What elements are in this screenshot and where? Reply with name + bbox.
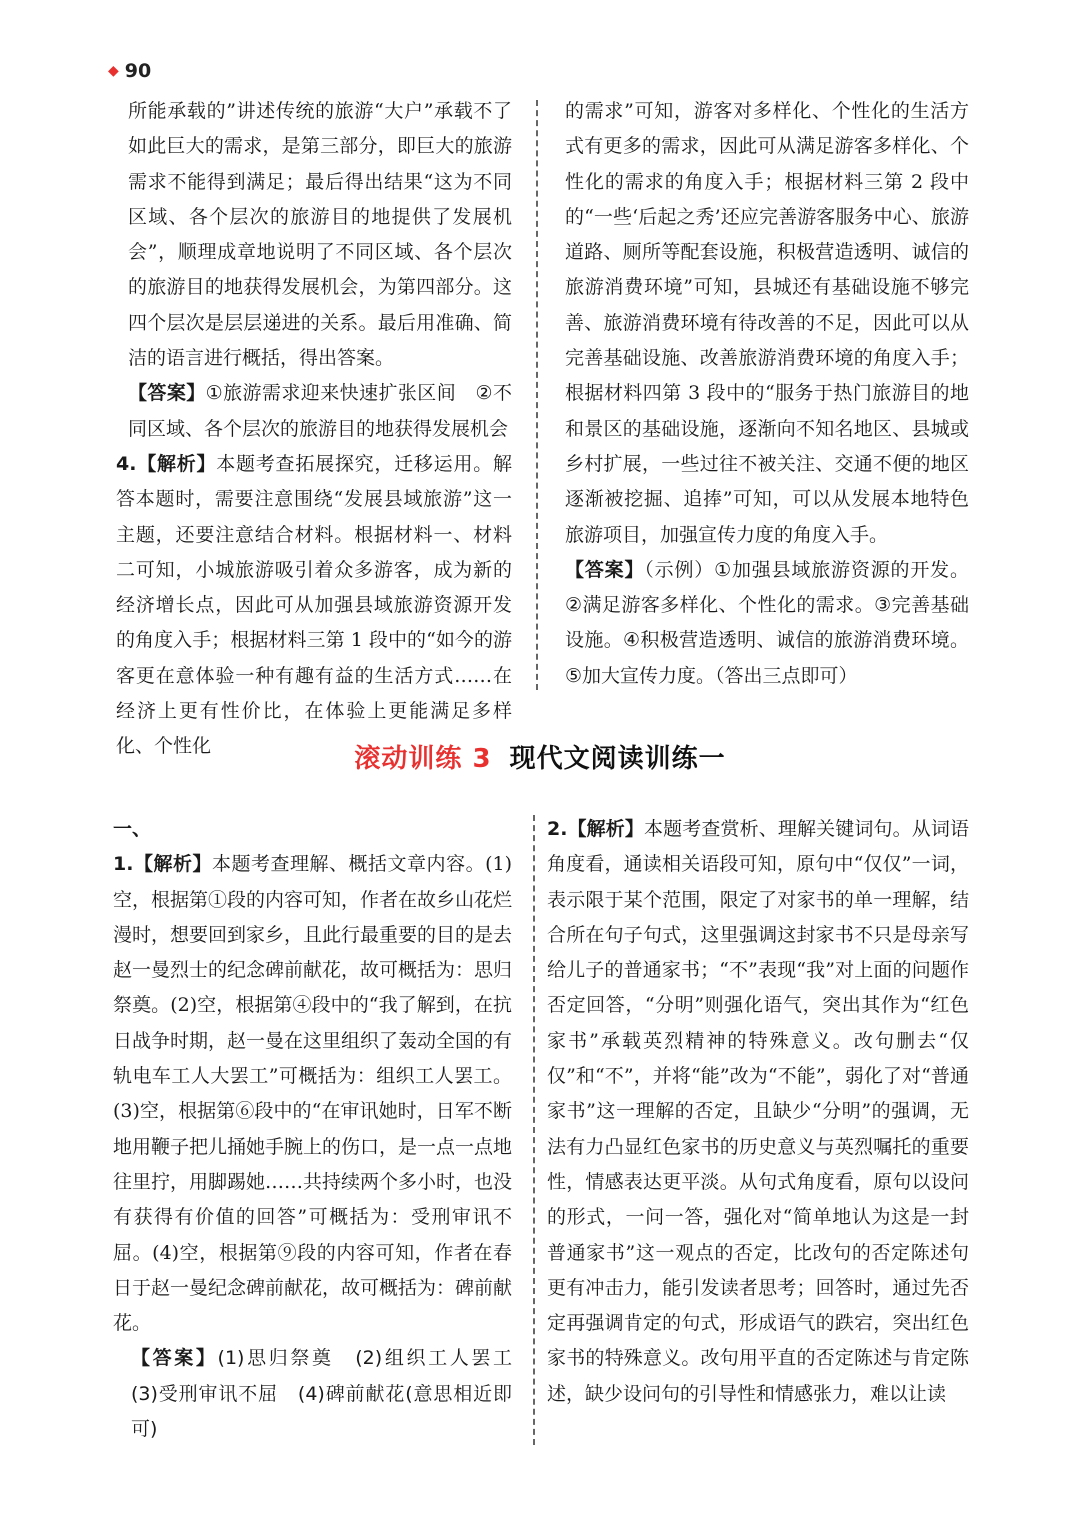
diamond-icon: ◆ [108,63,119,79]
answer-text: (1)思归祭奠 (2)组织工人罢工 (3)受刑审讯不屈 (4)碑前献花(意思相近即可) [131,1347,532,1441]
answer-label: 【答案】 [565,558,645,581]
paragraph: 所能承载的”讲述传统的旅游“大户”承载不了如此巨大的需求，是第三部分，即巨大的旅游需求不能得到满足；最后得出结果“这为不同区域、各个层次的旅游目的地提供了发展机会”，顺理成章地说明了不同区域、各个层次的旅游目的地获得发展机会，为第四部分。这四个层次是层层递进的关系。最后用准确、简洁的语言进行概括，得出答案。 [128,100,512,370]
answer-text: （示例）①加强县域旅游资源的开发。②满足游客多样化、个性化的需求。③完善基础设施。④积极营造透明、诚信的旅游消费环境。⑤加大宣传力度。（答出三点即可） [565,558,969,687]
bottom-right-column [547,812,969,1412]
question-4-paragraph [116,447,512,765]
answer-text: ①旅游需求迎来快速扩张区间 ②不同区域、各个层次的旅游目的地获得发展机会 [128,382,512,440]
question-1-text: 本题考查理解、概括文章内容。(1)空，根据第①段的内容可知，作者在故乡山花烂漫时，想要回到家乡，且此行最重要的目的是去赵一曼烈士的纪念碑前献花，故可概括为：思归祭奠。(2)空，根据第④段中的“我了解到，在抗日战争时期，赵一曼在这里组织了轰动全国的有轨电车工人大罢工”可概括为：组织工人罢工。(3)空，根据第⑥段中的“在审讯她时，日军不断地用鞭子把儿捅她手腕上的伤口，是一点一点地往里拧，用脚踢她……共持续两个多小时，也没有获得有价值的回答”可概括为：受刑审讯不屈。(4)空，根据第⑨段的内容可知，作者在春日于赵一曼纪念碑前献花，故可概括为：碑前献花。 [113,853,513,1335]
question-4-text: 本题考查拓展探究，迁移运用。解答本题时，需要注意围绕“发展县域旅游”这一主题，还要注意结合材料。根据材料一、材料二可知，小城旅游吸引着众多游客，成为新的经济增长点，因此可从加强县域旅游资源开发的角度入手；根据材料三第 1 段中的“如今的游客更在意体验一种有趣有益的生活方式……在经济上更有性价比，在体验上更能满足多样化、个性化 [116,452,512,758]
column-divider-bottom [533,815,535,1445]
part-heading [113,812,512,847]
top-right-column [565,94,969,694]
question-2-text: 本题考查赏析、理解关键词句。从词语角度看，通读相关语段可知，原句中“仅仅”一词，表示限于某个范围，限定了对家书的单一理解，结合所在句子句式，这里强调这封家书不只是母亲写给儿子的普通家书；“不”表现“我”对上面的问题作否定回答，“分明”则强化语气，突出其作为“红色家书”承载英烈精神的特殊意义。改句删去“仅仅”和“不”，并将“能”改为“不能”，弱化了对“普通家书”这一理解的否定，且缺少“分明”的强调，无法有力凸显红色家书的历史意义与英烈嘱托的重要性，情感表达更平淡。从句式角度看，原句以设问的形式，一问一答，强化对“简单地认为这是一封普通家书”这一观点的否定，比改句的否定陈述句更有冲击力，能引发读者思考；回答时，通过先否定再强调肯定的句式，形成语气的跌宕，突出红色家书的特殊意义。改句用平直的否定陈述与肯定陈述，缺少设问句的引导性和情感张力，难以让读 [547,818,969,1405]
part-label: 一、 [113,818,152,840]
answer-paragraph [131,1341,532,1447]
page-number [108,60,151,82]
page-number-text: 90 [124,60,152,82]
bottom-left-column [113,812,532,1447]
question-1-paragraph [113,847,512,1341]
answer-label: 【答案】 [128,382,206,405]
question-1-label: 1.【解析】 [113,853,212,876]
section-title [0,738,1080,775]
question-2-paragraph [547,812,969,1412]
section-title-series: 滚动训练 3 [354,744,492,774]
question-4-label: 4.【解析】 [116,452,217,475]
section-title-main: 现代文阅读训练一 [509,744,726,774]
answer-paragraph [565,553,969,694]
answer-paragraph [128,376,512,447]
answer-label: 【答案】 [131,1347,218,1370]
question-2-label: 2.【解析】 [547,818,645,840]
column-divider-top [536,100,538,690]
paragraph: 的需求”可知，游客对多样化、个性化的生活方式有更多的需求，因此可从满足游客多样化、个性化的需求的角度入手；根据材料三第 2 段中的“一些‘后起之秀’还应完善游客服务中心、旅游道路、厕所等配套设施，积极营造透明、诚信的旅游消费环境”可知，县城还有基础设施不够完善、旅游消费环境有待改善的不足，因此可以从完善基础设施、改善旅游消费环境的角度入手；根据材料四第 3 段中的“服务于热门旅游目的地和景区的基础设施，逐渐向不知名地区、县城或乡村扩展，一些过往不被关注、交通不便的地区逐渐被挖掘、追捧”可知，可以从发展本地特色旅游项目，加强宣传力度的角度入手。 [565,100,969,546]
top-left-column [116,94,512,765]
